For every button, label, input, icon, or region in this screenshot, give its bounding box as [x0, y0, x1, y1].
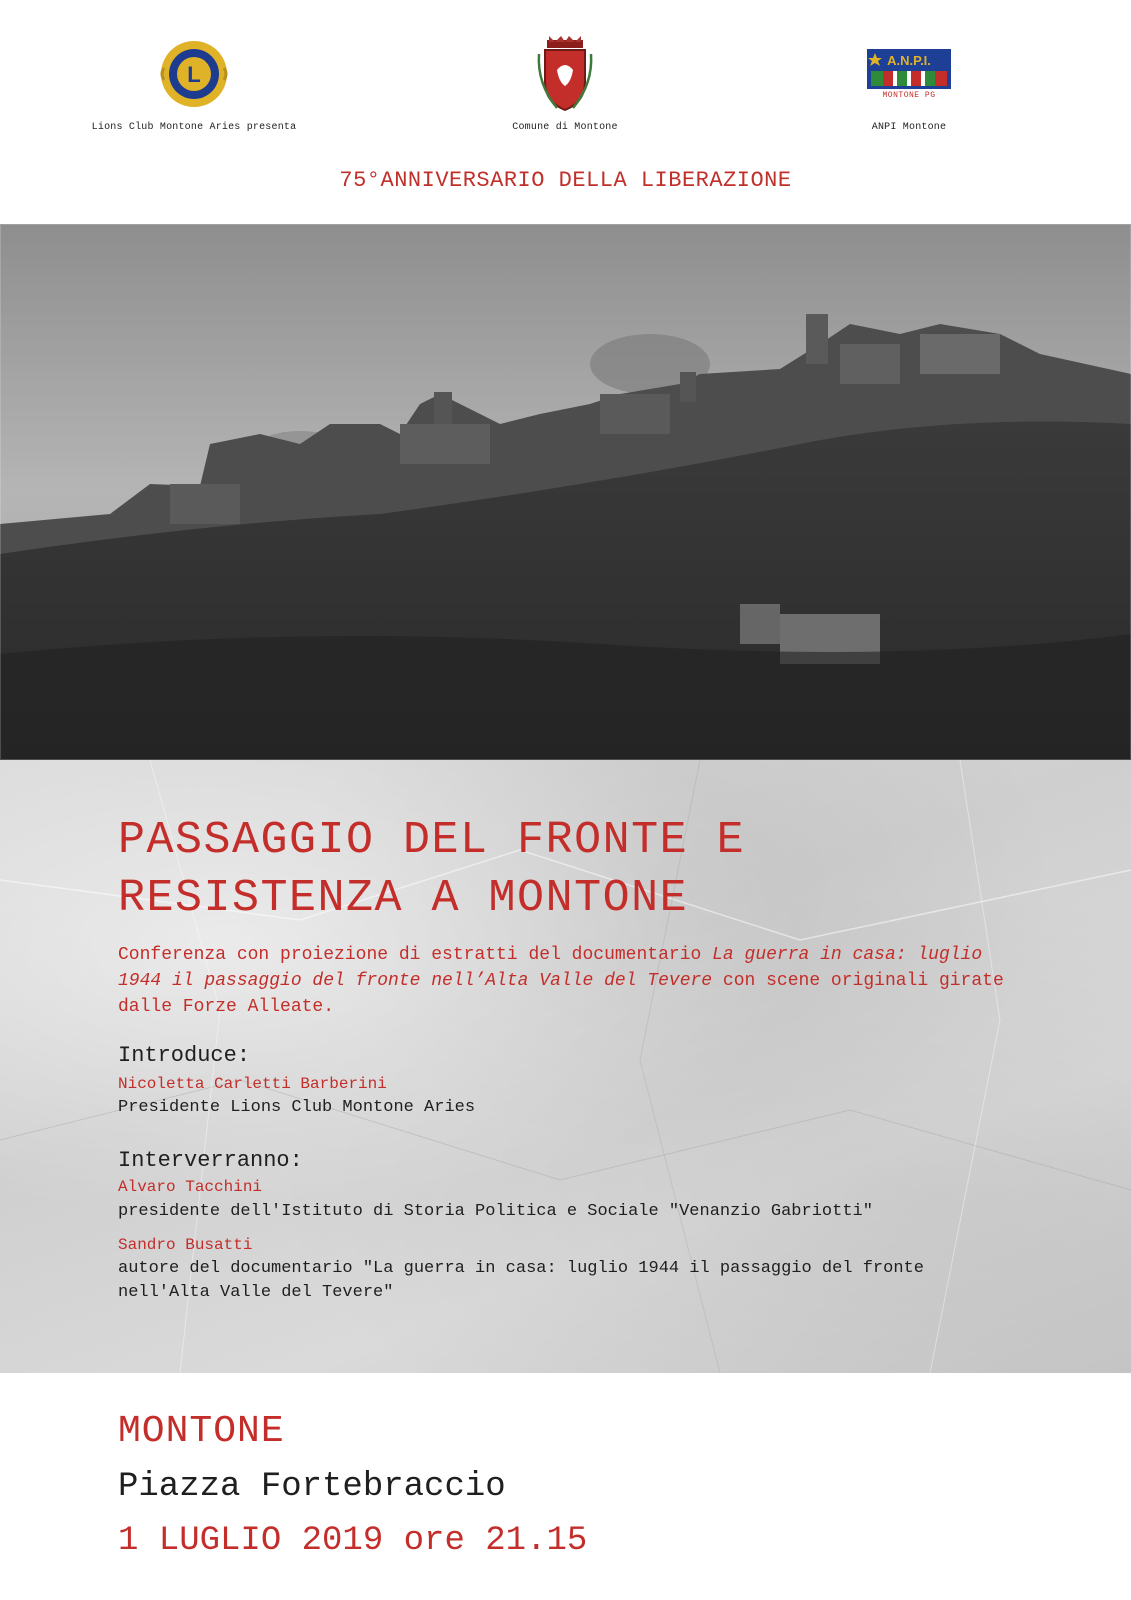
- venue-place: Piazza Fortebraccio: [118, 1468, 506, 1506]
- svg-text:L: L: [187, 62, 201, 87]
- introducer-name: Nicoletta Carletti Barberini: [118, 1075, 387, 1093]
- venue-town: MONTONE: [118, 1410, 285, 1453]
- speaker-name: Sandro Busatti: [118, 1236, 253, 1254]
- event-title-line-1: PASSAGGIO DEL FRONTE E: [118, 815, 746, 866]
- paper-content: [0, 760, 1131, 1373]
- lions-caption: Lions Club Montone Aries presenta: [91, 122, 297, 133]
- comune-caption: Comune di Montone: [512, 122, 618, 133]
- comune-crest-icon: [435, 38, 695, 110]
- speaker-name: Alvaro Tacchini: [118, 1178, 263, 1196]
- event-title-line-2: RESISTENZA A MONTONE: [118, 873, 689, 924]
- anpi-caption: ANPI Montone: [871, 122, 947, 133]
- speaker-role: autore del documentario "La guerra in casa: luglio 1944 il passaggio del fronte nell'Alta Valle del Tevere": [118, 1259, 924, 1302]
- documentary-title: La guerra in casa: luglio 1944 il passaggio del fronte nell’Alta Valle del Tevere: [118, 945, 983, 991]
- anpi-logo-block: [779, 38, 1039, 133]
- anniversary-heading: 75°ANNIVERSARIO DELLA LIBERAZIONE: [339, 168, 792, 193]
- lions-logo: [64, 38, 324, 110]
- introduce-heading: Introduce:: [118, 1043, 251, 1068]
- comune-logo-block: [435, 38, 695, 133]
- anpi-logo: [779, 38, 1039, 110]
- speaker-role: presidente dell'Istituto di Storia Politica e Sociale "Venanzio Gabriotti": [118, 1202, 873, 1221]
- historic-photo: [0, 224, 1131, 760]
- anpi-badge-text: A.N.P.I.: [887, 52, 931, 68]
- speakers-heading: Interverranno:: [118, 1148, 303, 1173]
- introducer-role: Presidente Lions Club Montone Aries: [118, 1098, 476, 1117]
- venue-date-time: 1 LUGLIO 2019 ore 21.15: [118, 1522, 588, 1560]
- event-title: [118, 812, 745, 928]
- description-text-1: Conferenza con proiezione di estratti del documentario: [118, 945, 713, 965]
- anpi-badge-sub: MONTONE PG: [882, 90, 936, 100]
- event-description: [118, 942, 1018, 1020]
- description-text-2: con scene originali girate dalle Forze Alleate.: [118, 971, 1004, 1017]
- lions-logo-block: [64, 38, 324, 133]
